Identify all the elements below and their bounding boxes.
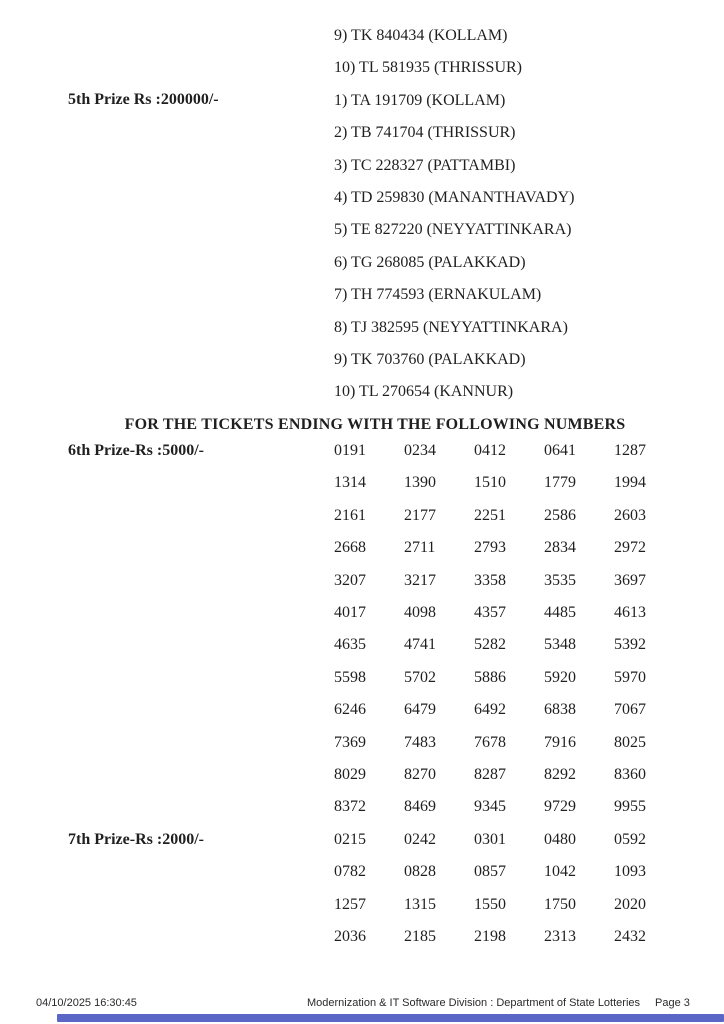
winning-ticket-entry: 6) TG 268085 (PALAKKAD) [334,253,526,271]
ticket-number: 1779 [544,474,576,492]
ticket-number: 5598 [334,668,366,686]
ticket-number: 3207 [334,571,366,589]
ticket-number: 4357 [474,603,506,621]
ticket-number-row [334,538,684,570]
ticket-number: 7678 [474,733,506,751]
ticket-number: 4635 [334,636,366,654]
seventh-prize-number-grid [334,830,684,960]
ticket-number: 8469 [404,798,436,816]
ticket-number-row [334,797,684,829]
ticket-number: 6246 [334,701,366,719]
ticket-number: 0191 [334,442,366,459]
ticket-number: 4741 [404,636,436,654]
ticket-number: 1257 [334,895,366,913]
ticket-number: 9955 [614,798,646,816]
winning-ticket-entry: 9) TK 703760 (PALAKKAD) [334,350,526,368]
ticket-number: 3217 [404,571,436,589]
ticket-number: 8287 [474,765,506,783]
winning-ticket-entry: 8) TJ 382595 (NEYYATTINKARA) [334,318,568,336]
ticket-number: 2793 [474,539,506,557]
ticket-number: 1287 [614,442,646,459]
ticket-number: 1093 [614,863,646,881]
ticket-number: 8270 [404,765,436,783]
ticket-number: 8025 [614,733,646,751]
ticket-number: 0857 [474,863,506,881]
ticket-number-row [334,506,684,538]
ticket-number: 0828 [404,863,436,881]
ticket-number: 2020 [614,895,646,913]
ticket-number: 0234 [404,442,436,459]
ticket-number: 0480 [544,831,576,848]
ticket-number-row [334,473,684,505]
ticket-number: 7916 [544,733,576,751]
ticket-number: 4098 [404,603,436,621]
winning-ticket-entry: 3) TC 228327 (PATTAMBI) [334,156,516,174]
ticket-number-row [334,700,684,732]
winning-ticket-entry: 2) TB 741704 (THRISSUR) [334,124,516,142]
ticket-number-row [334,830,684,862]
ticket-number: 1314 [334,474,366,492]
ticket-number-row [334,668,684,700]
ticket-number: 6492 [474,701,506,719]
ticket-number: 0301 [474,831,506,848]
winning-ticket-entry: 1) TA 191709 (KOLLAM) [334,91,506,109]
ticket-number-row [334,927,684,959]
ticket-number: 7067 [614,701,646,719]
ticket-number: 2972 [614,539,646,557]
ticket-number: 1042 [544,863,576,881]
ticket-number: 8372 [334,798,366,816]
winning-ticket-entry: 5) TE 827220 (NEYYATTINKARA) [334,221,572,239]
ticket-number-row [334,571,684,603]
ticket-number: 4017 [334,603,366,621]
ticket-number: 0412 [474,442,506,459]
seventh-prize-label: 7th Prize-Rs :2000/- [68,831,204,848]
ticket-number: 2161 [334,506,366,524]
ticket-number: 3535 [544,571,576,589]
ticket-number: 5282 [474,636,506,654]
ticket-number: 5920 [544,668,576,686]
winning-ticket-entry: 10) TL 270654 (KANNUR) [334,383,514,401]
ticket-number-row [334,895,684,927]
ticket-number: 0641 [544,442,576,459]
winning-ticket-entry: 7) TH 774593 (ERNAKULAM) [334,286,542,304]
winning-ticket-entry: 4) TD 259830 (MANANTHAVADY) [334,188,575,206]
ticket-number: 1390 [404,474,436,492]
ticket-number: 4613 [614,603,646,621]
ticket-number: 5348 [544,636,576,654]
ticket-number: 2711 [404,539,436,557]
ticket-number: 1994 [614,474,646,492]
ticket-number: 2668 [334,539,366,557]
ticket-number: 8360 [614,765,646,783]
ticket-number: 2185 [404,928,436,946]
ticket-number: 6479 [404,701,436,719]
winning-ticket-entry: 10) TL 581935 (THRISSUR) [334,59,522,77]
bottom-scroll-bar[interactable] [57,1014,724,1022]
ticket-number: 5970 [614,668,646,686]
ticket-number: 6838 [544,701,576,719]
ticket-number: 0242 [404,831,436,848]
ticket-number-row [334,862,684,894]
ticket-number: 4485 [544,603,576,621]
ticket-number: 2036 [334,928,366,946]
footer-page-number: Page 3 [655,997,690,1009]
ticket-number: 5886 [474,668,506,686]
ticket-number: 2586 [544,506,576,524]
ticket-number: 2834 [544,539,576,557]
ticket-number: 7483 [404,733,436,751]
ticket-number: 2177 [404,506,436,524]
ticket-number: 9729 [544,798,576,816]
sixth-prize-number-grid [334,441,684,830]
fourth-prize-continued-entries [334,26,522,91]
ticket-number: 2198 [474,928,506,946]
ticket-number: 9345 [474,798,506,816]
ticket-number-row [334,603,684,635]
ticket-number: 2603 [614,506,646,524]
ending-numbers-header: FOR THE TICKETS ENDING WITH THE FOLLOWING NUMBERS [124,416,626,433]
ticket-number: 1550 [474,895,506,913]
ticket-number: 3358 [474,571,506,589]
ticket-number: 0215 [334,831,366,848]
ticket-number-row [334,765,684,797]
ticket-number: 1315 [404,895,436,913]
ticket-number: 5392 [614,636,646,654]
footer-division-text: Modernization & IT Software Division : Department of State Lotteries [307,997,641,1009]
fifth-prize-entries [334,91,574,415]
sixth-prize-label: 6th Prize-Rs :5000/- [68,442,204,459]
ticket-number: 2432 [614,928,646,946]
ticket-number-row [334,635,684,667]
ticket-number: 7369 [334,733,366,751]
winning-ticket-entry: 9) TK 840434 (KOLLAM) [334,27,508,44]
ticket-number: 0782 [334,863,366,881]
ticket-number-row [334,733,684,765]
ticket-number: 8292 [544,765,576,783]
ticket-number: 8029 [334,765,366,783]
ticket-number: 2313 [544,928,576,946]
ticket-number: 1750 [544,895,576,913]
fifth-prize-label: 5th Prize Rs :200000/- [68,91,219,108]
ticket-number: 3697 [614,571,646,589]
footer-timestamp: 04/10/2025 16:30:45 [36,997,137,1009]
ticket-number-row [334,441,684,473]
ticket-number: 5702 [404,668,436,686]
ticket-number: 0592 [614,831,646,848]
ticket-number: 2251 [474,506,506,524]
ticket-number: 1510 [474,474,506,492]
